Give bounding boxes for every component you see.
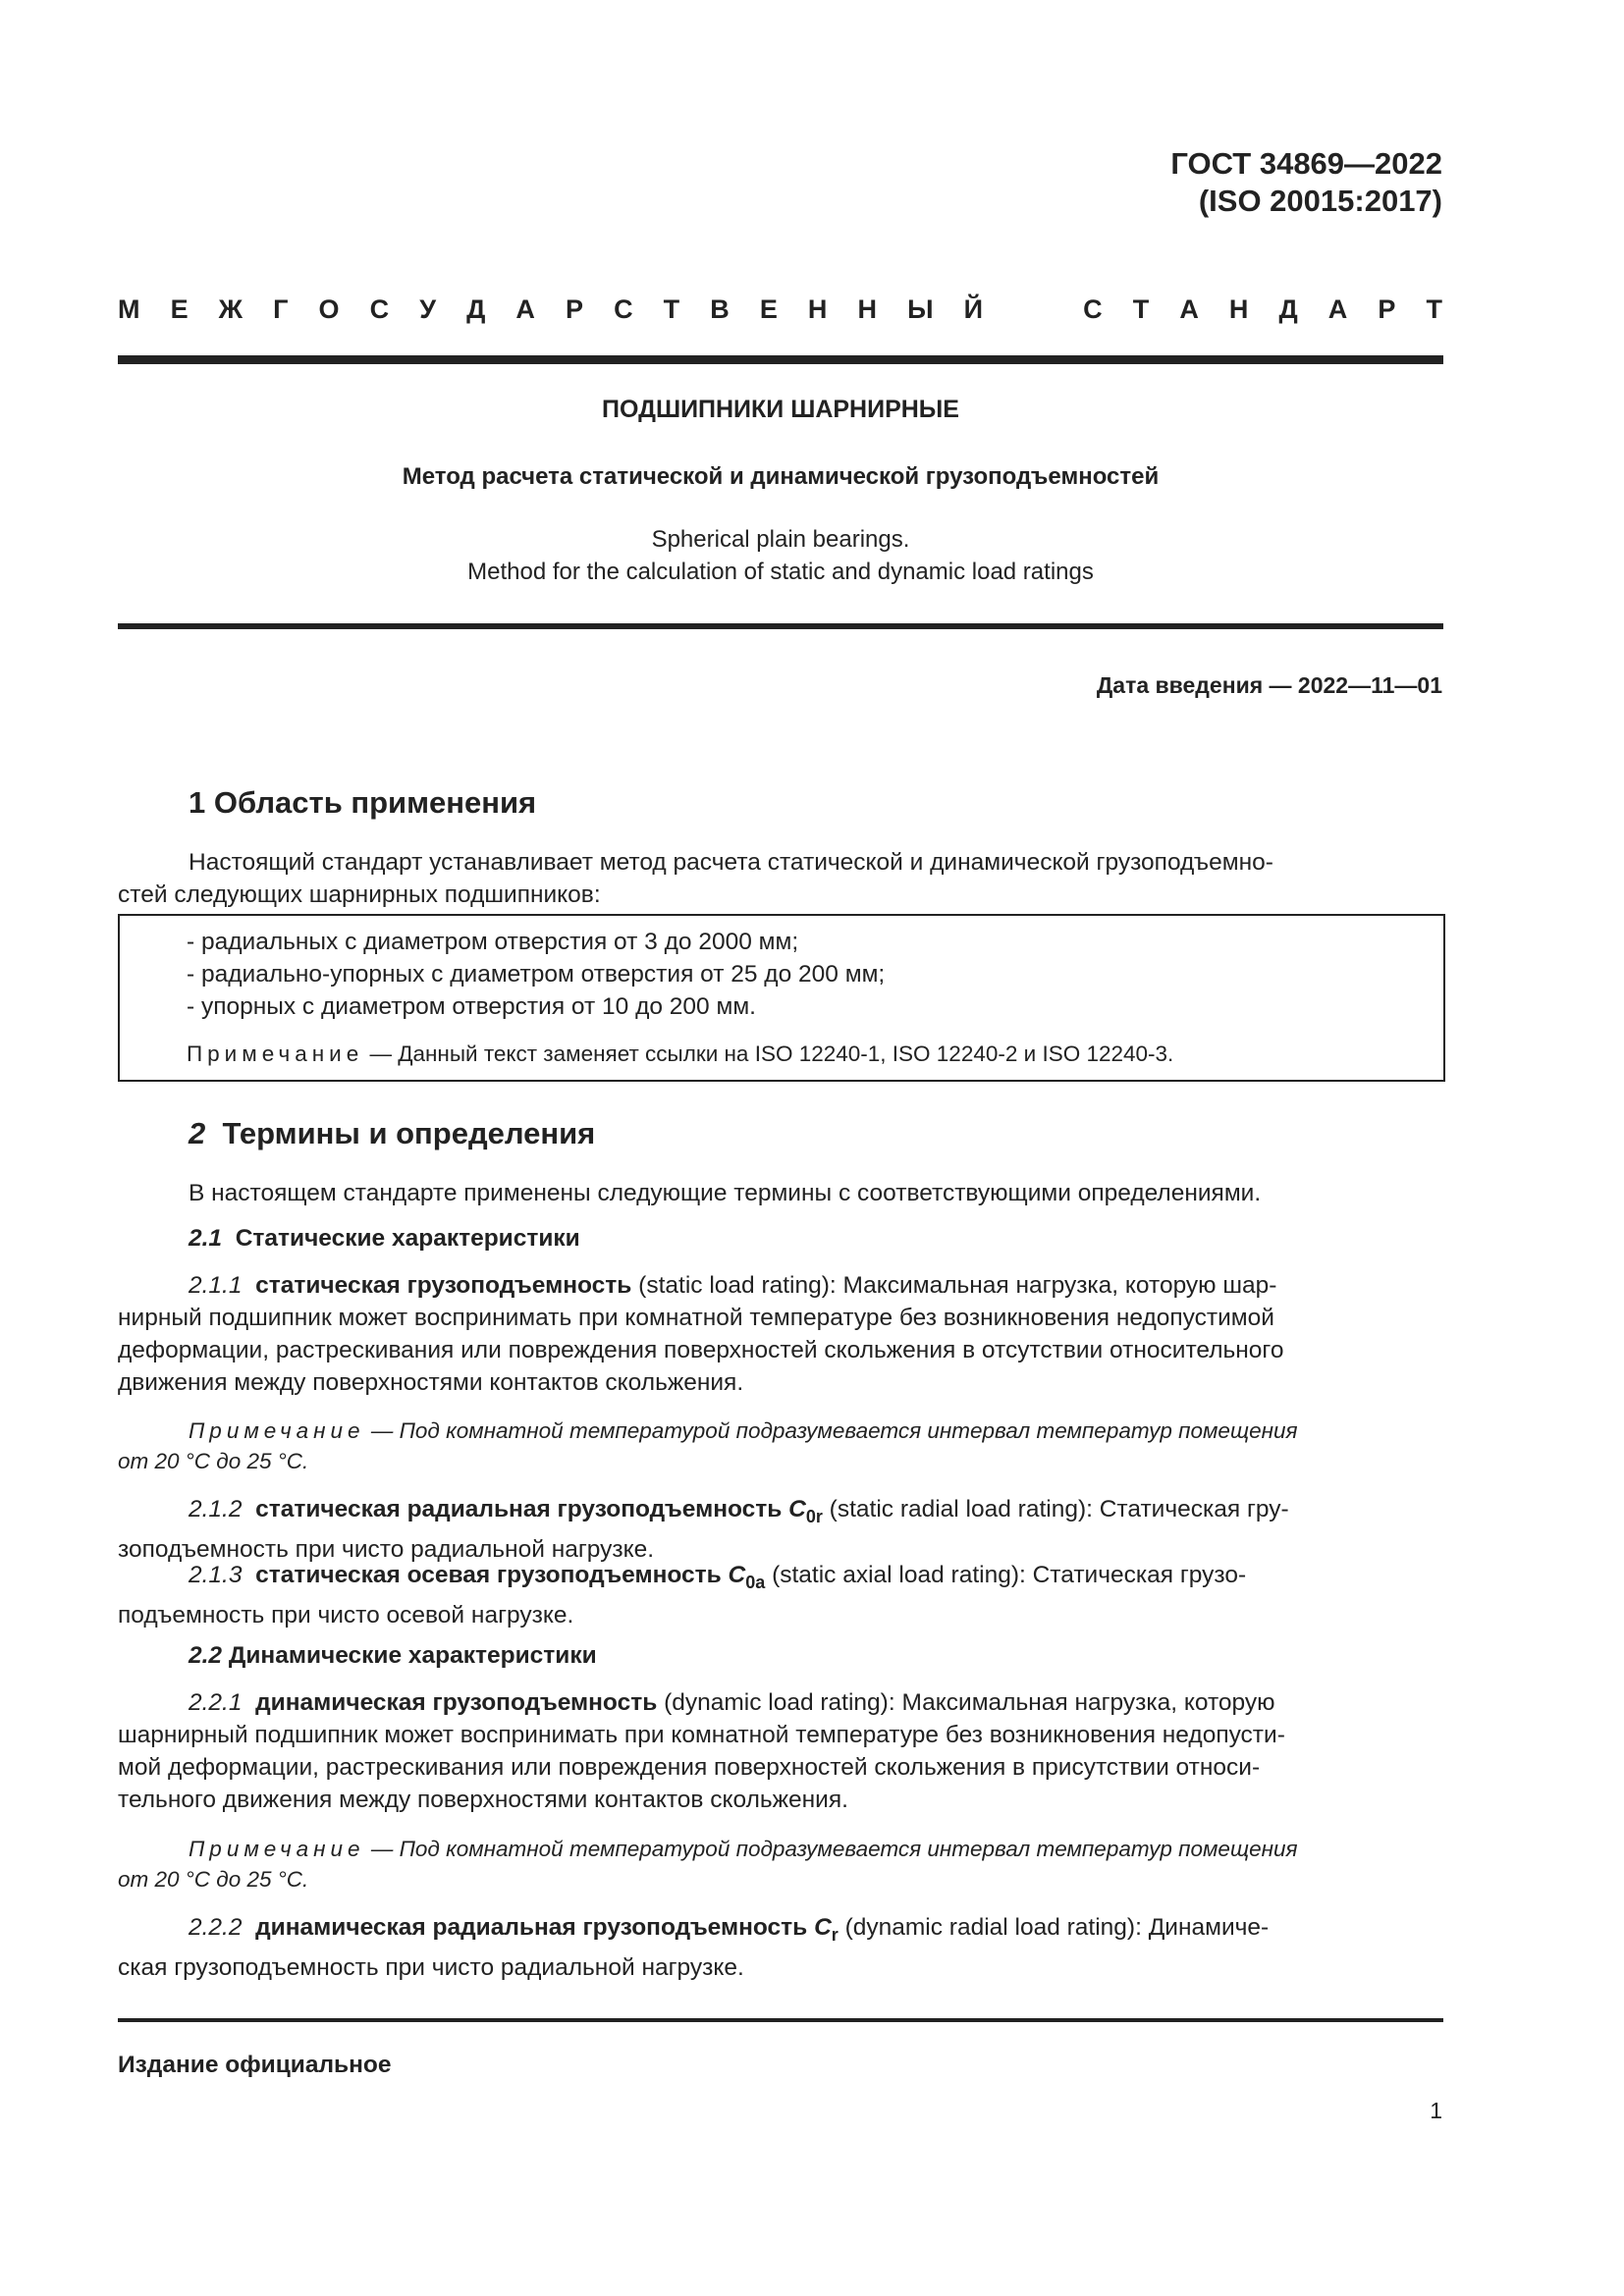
banner-letter: Н: [1228, 294, 1249, 324]
title-rule: [118, 623, 1443, 629]
banner-letter: Е: [170, 294, 189, 324]
section2-intro: В настоящем стандарте применены следующие термины с соответствующими определениями.: [189, 1180, 1262, 1206]
section1-intro-line2: стей следующих шарнирных подшипников:: [118, 881, 601, 908]
term-2-1-3: 2.1.3 статическая осевая грузоподъемность $C_{0a}$ (static axial load rating): Статическая грузо- подъемность при чисто осевой нагрузке.: [118, 1562, 1247, 1629]
subsection-2-2-heading: 2.2 Динамические характеристики: [189, 1642, 597, 1669]
footer-rule: [118, 2018, 1443, 2022]
banner-letter: Й: [963, 294, 983, 324]
scope-note: [187, 1041, 1173, 1067]
banner-letter: Е: [759, 294, 778, 324]
section1-intro-line1: Настоящий стандарт устанавливает метод расчета статической и динамической грузоподъемно-: [189, 849, 1273, 876]
term-2-1-1: 2.1.1 статическая грузоподъемность (static load rating): Максимальная нагрузка, которую шар- нирный подшипник может воспринимать при комнатной температуре без возникновения недопустимой деформации, растрескивания или повреждения поверхностей скольжения в отсутствии относительного движения между поверхностями контактов скольжения.: [118, 1272, 1284, 1396]
section2-heading: 2 Термины и определения: [189, 1116, 596, 1150]
page-number: 1: [1430, 2098, 1442, 2123]
section1-intro: [118, 846, 1443, 911]
note-room-temperature-1: Примечание — Под комнатной температурой подразумевается интервал температур помещения от 20 °С до 25 °С.: [118, 1418, 1298, 1473]
gost-number: ГОСТ 34869—2022: [1170, 146, 1442, 181]
banner-letter: В: [710, 294, 730, 324]
symbol: C: [814, 1914, 832, 1941]
banner-letter: Ы: [907, 294, 934, 324]
term-name: динамическая радиальная грузоподъемность: [255, 1914, 808, 1941]
document-code: [1170, 145, 1442, 220]
banner-letter: Д: [1278, 294, 1298, 324]
banner-letter: Т: [1132, 294, 1150, 324]
subtitle-ru: Метод расчета статической и динамической грузоподъемностей: [402, 463, 1160, 490]
note-text: — Данный текст заменяет ссылки на ISO 12240-1, ISO 12240-2 и ISO 12240-3.: [363, 1041, 1174, 1066]
term-name: статическая осевая грузоподъемность: [255, 1562, 722, 1588]
note-room-temperature-2: Примечание — Под комнатной температурой подразумевается интервал температур помещения от 20 °С до 25 °С.: [118, 1837, 1298, 1892]
term-2-2-2: 2.2.2 динамическая радиальная грузоподъемность $C_r$ (dynamic radial load rating): Динамиче- ская грузоподъемность при чисто радиальной нагрузке.: [118, 1914, 1270, 1981]
banner-letter: М: [118, 294, 140, 324]
interstate-standard-banner: [118, 294, 1442, 325]
title-en-line2: Method for the calculation of static and dynamic load ratings: [467, 559, 1094, 585]
banner-letter: А: [1179, 294, 1199, 324]
official-edition: Издание официальное: [118, 2052, 392, 2078]
banner-letter: А: [1327, 294, 1348, 324]
banner-gap: [1013, 294, 1053, 325]
banner-letter: Н: [807, 294, 828, 324]
banner-letter: Р: [1378, 294, 1396, 324]
symbol: C: [788, 1496, 806, 1522]
banner-letter: Ж: [218, 294, 244, 324]
banner-letter: С: [369, 294, 390, 324]
term-name: динамическая грузоподъемность: [255, 1689, 658, 1716]
list-item: - упорных с диаметром отверстия от 10 до 200 мм.: [187, 993, 756, 1020]
term-2-2-1: 2.2.1 динамическая грузоподъемность (dynamic load rating): Максимальная нагрузка, которую шарнирный подшипник может воспринимать при комнатной температуре без возникновения недопусти- мой деформации, растрескивания или повреждения поверхностей скольжения в присутствии относи- тельного движения между поверхностями контактов скольжения.: [118, 1689, 1285, 1813]
subsection-2-1-heading: 2.1 Статические характеристики: [189, 1225, 580, 1252]
banner-letter: Т: [663, 294, 680, 324]
scope-box: [118, 914, 1445, 1082]
banner-letter: С: [1083, 294, 1103, 324]
term-name: статическая радиальная грузоподъемность: [255, 1496, 783, 1522]
symbol: C: [728, 1562, 746, 1588]
top-rule: [118, 355, 1443, 364]
note-label: Примечание: [187, 1041, 364, 1066]
term-2-1-2: 2.1.2 статическая радиальная грузоподъемность $C_{0r}$ (static radial load rating): Статическая гру- зоподъемность при чисто радиальной нагрузке.: [118, 1496, 1289, 1563]
list-item: - радиально-упорных с диаметром отверстия от 25 до 200 мм;: [187, 961, 886, 988]
list-item: - радиальных с диаметром отверстия от 3 до 2000 мм;: [187, 929, 799, 955]
introduction-date: Дата введения — 2022—11—01: [1096, 672, 1442, 698]
iso-number: (ISO 20015:2017): [1198, 184, 1442, 218]
banner-letter: Д: [466, 294, 486, 324]
banner-letter: О: [318, 294, 340, 324]
banner-letter: Н: [857, 294, 877, 324]
title-ru: ПОДШИПНИКИ ШАРНИРНЫЕ: [602, 396, 959, 423]
term-name: статическая грузоподъемность: [255, 1272, 632, 1299]
title-en-line1: Spherical plain bearings.: [651, 526, 910, 553]
banner-letter: У: [419, 294, 437, 324]
section1-heading: 1 Область применения: [189, 785, 537, 820]
banner-letter: Г: [273, 294, 289, 324]
title-en: [118, 523, 1443, 588]
banner-letter: А: [515, 294, 535, 324]
banner-letter: Т: [1426, 294, 1442, 324]
banner-letter: С: [614, 294, 633, 324]
banner-letter: Р: [566, 294, 584, 324]
